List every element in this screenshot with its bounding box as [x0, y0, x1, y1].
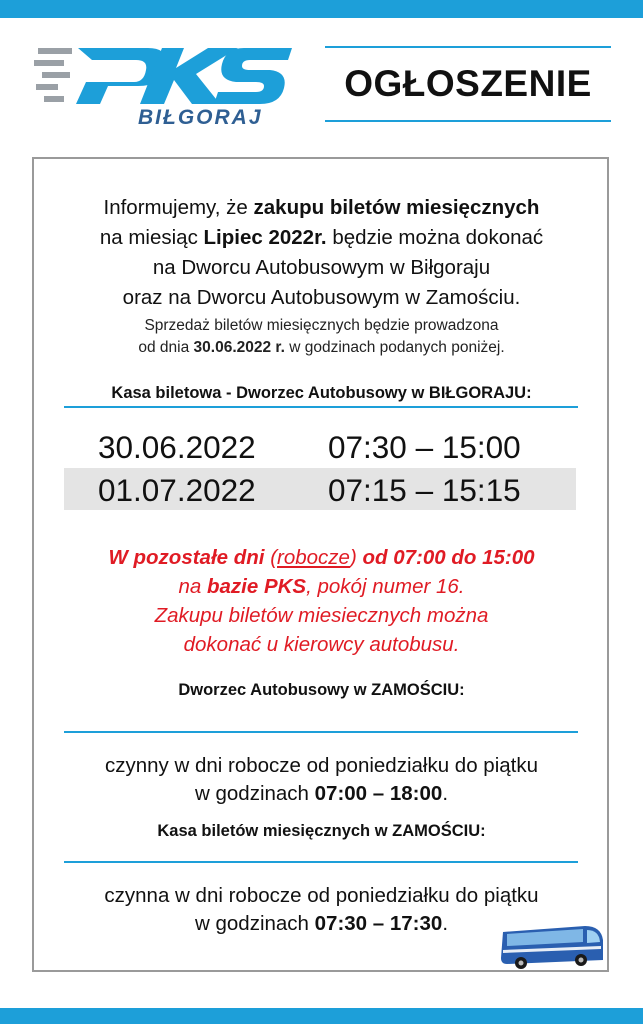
bilgoraj-heading: Kasa biletowa - Dworzec Autobusowy w BIŁGORAJU: [111, 384, 532, 402]
zamosc-station-rule [64, 731, 578, 733]
zamosc-station-hours [0, 752, 643, 808]
zk-hours: 07:30 – 17:30 [314, 912, 443, 935]
notice-line-3: Zakupu biletów miesiecznych można [154, 604, 489, 627]
intro-l1-text: Informujemy, że [103, 196, 254, 219]
intro-l2-text: na miesiąc [99, 226, 204, 249]
zk-l2-text: w godzinach [194, 912, 315, 935]
sale-line-2 [0, 337, 643, 359]
intro-line-3: na Dworcu Autobusowym w Biłgoraju [152, 256, 491, 279]
sale-date: 30.06.2022 r. [193, 339, 285, 356]
intro-line-1 [0, 193, 643, 223]
notice-hours: od 07:00 do 15:00 [356, 546, 535, 569]
schedule-date: 30.06.2022 [98, 429, 256, 465]
zs-l2-text: w godzinach [194, 782, 315, 805]
notice-line-4: dokonać u kierowcy autobusu. [183, 633, 460, 656]
zamosc-kasa-heading: Kasa biletów miesięcznych w ZAMOŚCIU: [157, 822, 486, 840]
bus-icon [497, 918, 607, 972]
schedule-time: 07:30 – 15:00 [328, 429, 521, 465]
zamosc-kasa-line-1: czynna w dni robocze od poniedziałku do piątku [104, 884, 539, 907]
notice-working-days: robocze [277, 546, 350, 569]
schedule-date: 01.07.2022 [98, 472, 256, 508]
zamosc-station-line-2 [0, 780, 643, 808]
zk-period: . [442, 912, 449, 935]
notice-line-2 [0, 572, 643, 601]
title-bottom-rule [325, 120, 611, 122]
intro-month: Lipiec 2022r. [203, 226, 327, 249]
intro-line-2 [0, 223, 643, 253]
notice-l2-text: na [178, 575, 207, 598]
zamosc-station-line-1: czynny w dni robocze od poniedziałku do piątku [104, 754, 539, 777]
zamosc-station-heading: Dworzec Autobusowy w ZAMOŚCIU: [178, 681, 465, 699]
notice-room: , pokój numer 16. [306, 575, 465, 598]
top-accent-bar [0, 0, 643, 18]
bilgoraj-rule [64, 406, 578, 408]
title-block [325, 46, 611, 122]
sale-text [0, 315, 643, 359]
other-days-notice [0, 543, 643, 659]
notice-paren-close: ) [349, 546, 357, 569]
schedule-time: 07:15 – 15:15 [328, 472, 521, 508]
sale-line-1: Sprzedaż biletów miesięcznych będzie prowadzona [144, 317, 499, 334]
zs-period: . [442, 782, 449, 805]
intro-line-4: oraz na Dworcu Autobusowym w Zamościu. [122, 286, 521, 309]
schedule-row [64, 468, 576, 510]
intro-l2-rest: będzie można dokonać [326, 226, 544, 249]
notice-base: bazie PKS [206, 575, 307, 598]
sale-l2-rest: w godzinach podanych poniżej. [284, 339, 505, 356]
zamosc-kasa-rule [64, 861, 578, 863]
zs-hours: 07:00 – 18:00 [314, 782, 443, 805]
schedule-row [64, 425, 576, 467]
title-top-rule [325, 46, 611, 48]
intro-l1-bold: zakupu biletów miesięcznych [253, 196, 540, 219]
notice-paren-open: ( [270, 546, 278, 569]
logo-subtitle: BIŁGORAJ [138, 106, 263, 129]
bottom-accent-bar [0, 1008, 643, 1024]
notice-line-1 [0, 543, 643, 572]
intro-text [0, 193, 643, 313]
notice-l1-bold: W pozostałe dni [108, 546, 271, 569]
page-title: OGŁOSZENIE [344, 63, 592, 104]
sale-l2-text: od dnia [138, 339, 194, 356]
